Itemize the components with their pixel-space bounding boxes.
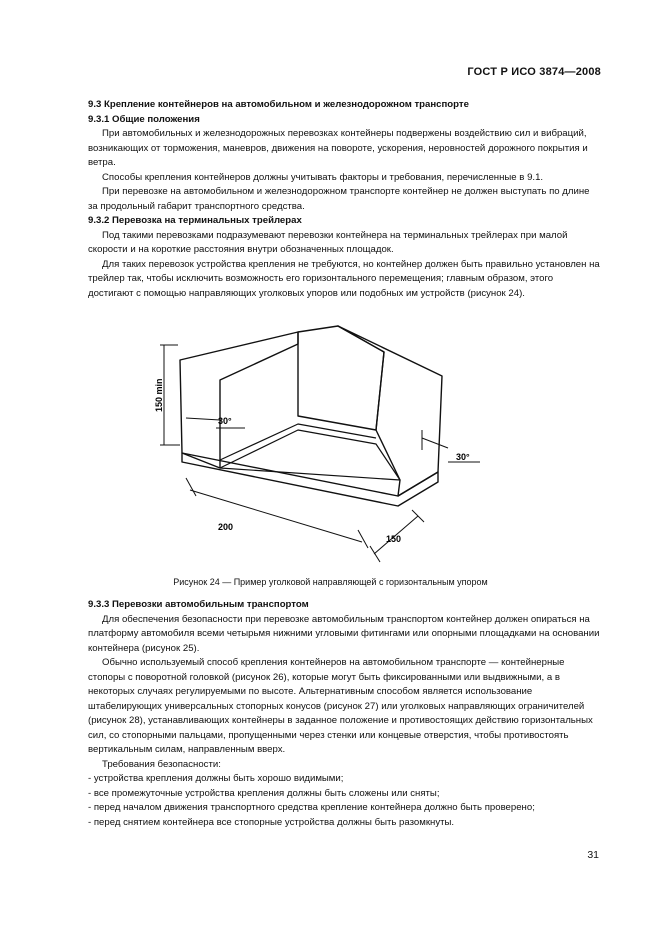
subsection-title-9-3-3: 9.3.3 Перевозки автомобильным транспортом <box>88 599 309 610</box>
angle-left-label: 30° <box>218 416 232 426</box>
list-item: - устройства крепления должны быть хорошо видимыми; <box>88 773 344 784</box>
paragraph: Под такими перевозками подразумевают перевозки контейнера на терминальных трейлерах при малой скорости и на короткие расстояния внутри обозначенных площадок. <box>88 229 568 255</box>
left-guide-plate <box>180 332 298 468</box>
section-9-3-3-block <box>88 598 600 830</box>
page-number: 31 <box>587 849 599 861</box>
paragraph: Для таких перевозок устройства крепления не требуются, но контейнер должен быть правильно установлен на трейлер так, чтобы исключить возможность его горизонтального перемещения; главным образом, этого достигают с помощью направляющих уголковых упоров или подобных им устройств (рисунок 24). <box>88 258 600 299</box>
paragraph: Обычно используемый способ крепления контейнеров на автомобильном транспорте — контейнерные стопоры с поворотной головкой (рисунок 26), которые могут быть фиксированными или выдвижными, а в некоторых случаях регулируемыми по высоте. Альтернативным способом является использование штабелирующих универсальных стопорных конусов (рисунок 27) или уголковых направляющих ограничителей (рисунок 28), устанавливающих контейнеры в заданное положение и противостоящих действию горизонтальных сил, со стопорными пальцами, пропущенными через стенки или концевые отверстия, чтобы противостоять вертикальным силам, направленным вверх. <box>88 657 593 755</box>
subsection-title-9-3-2: 9.3.2 Перевозка на терминальных трейлерах <box>88 215 302 226</box>
paragraph: При автомобильных и железнодорожных перевозках контейнеры подвержены воздействию сил и вибраций, возникающих от торможения, маневров, движения на повороте, ускорения, неровностей дорожного покрытия и ветра. <box>88 128 588 168</box>
paragraph: При перевозке на автомобильном и железнодорожном транспорте контейнер не должен выступать по длине за продольный габарит транспортного средства. <box>88 186 590 212</box>
section-9-3-block <box>88 98 600 301</box>
list-item: - перед началом движения транспортного средства крепление контейнера должно быть проверено; <box>88 802 535 813</box>
list-item: - все промежуточные устройства крепления должны быть сложены или сняты; <box>88 787 440 799</box>
dimension-width-label: 150 <box>386 534 402 544</box>
angle-right-label: 30° <box>456 452 470 462</box>
subsection-title-9-3-1: 9.3.1 Общие положения <box>88 113 200 125</box>
paragraph: Для обеспечения безопасности при перевозке автомобильным транспортом контейнер должен опираться на платформу автомобиля всеми четырьмя нижними угловыми фитингами или опорными площадками на основании контейнера (рисунок 25). <box>88 613 600 654</box>
right-guide-plate <box>338 326 442 496</box>
dimension-height-label: 150 min <box>154 378 164 412</box>
section-title: 9.3 Крепление контейнеров на автомобильном и железнодорожном транспорте <box>88 99 469 110</box>
figure-caption: Рисунок 24 — Пример уголковой направляющей с горизонтальным упором <box>173 577 488 587</box>
document-code: ГОСТ Р ИСО 3874—2008 <box>467 66 601 78</box>
figure-24-drawing <box>150 320 490 570</box>
paragraph: Способы крепления контейнеров должны учитывать факторы и требования, перечисленные в 9.1. <box>102 171 544 183</box>
dimension-length-label: 200 <box>218 522 234 532</box>
list-item: - перед снятием контейнера все стопорные устройства должны быть разомкнуты. <box>88 816 455 828</box>
paragraph: Требования безопасности: <box>102 758 221 770</box>
